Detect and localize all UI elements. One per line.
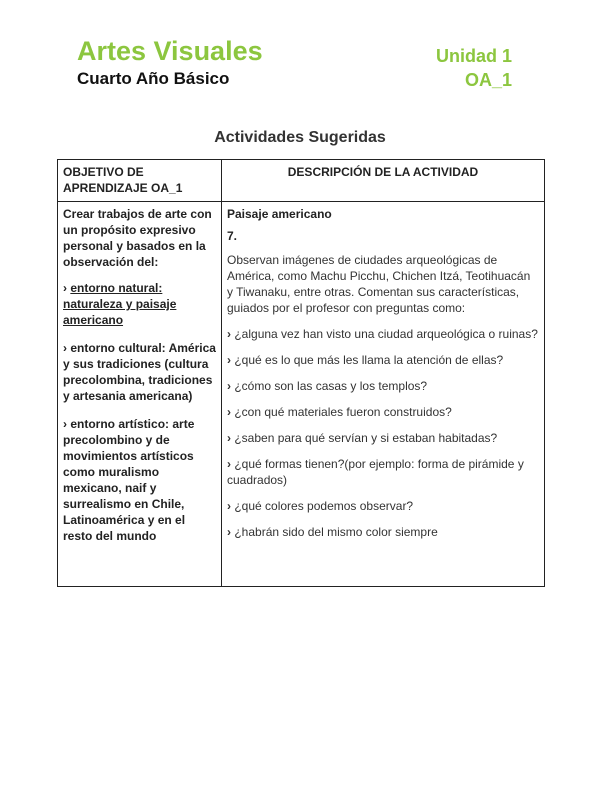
objective-marker: › <box>63 341 71 355</box>
question-text: ¿habrán sido del mismo color siempre <box>234 525 438 539</box>
question-text: ¿alguna vez han visto una ciudad arqueológica o ruinas? <box>234 327 538 341</box>
objective-intro: Crear trabajos de arte con un propósito expresivo personal y basados en la observación del: <box>63 207 212 269</box>
question-text: ¿cómo son las casas y los templos? <box>234 379 428 393</box>
objective-column-header: OBJETIVO DE APRENDIZAJE OA_1 <box>58 160 222 202</box>
list-item <box>227 404 539 420</box>
question-list <box>227 326 539 540</box>
objective-item-natural <box>63 280 216 328</box>
bullet-marker: › <box>227 499 231 513</box>
list-item <box>227 456 539 488</box>
section-title: Actividades Sugeridas <box>214 129 386 146</box>
subject-title: Artes Visuales <box>77 36 263 66</box>
bullet-marker: › <box>227 525 231 539</box>
bullet-marker: › <box>227 457 231 471</box>
activity-number: 7. <box>227 229 238 243</box>
question-text: ¿qué colores podemos observar? <box>234 499 414 513</box>
table-header-row <box>58 160 545 202</box>
bullet-marker: › <box>227 431 231 445</box>
document-header <box>0 0 600 110</box>
oa-code-label: OA_1 <box>464 70 512 90</box>
list-item <box>227 430 539 446</box>
description-cell <box>222 202 545 587</box>
activity-title: Paisaje americano <box>227 207 332 221</box>
bullet-marker: › <box>227 327 231 341</box>
list-item <box>227 326 539 342</box>
list-item <box>227 524 539 540</box>
list-item <box>227 352 539 368</box>
question-text: ¿con qué materiales fueron construidos? <box>234 405 452 419</box>
objective-item-cultural <box>63 340 216 404</box>
table-body-row <box>58 202 545 587</box>
bullet-marker: › <box>227 405 231 419</box>
unit-label: Unidad 1 <box>435 46 512 66</box>
activity-description: Observan imágenes de ciudades arqueológicas de América, como Machu Picchu, Chichen Itzá, Teotihuacán y Tiwanaku, entre otras. Comentan sus características, guiados por el profesor con preguntas como: <box>227 253 531 315</box>
objective-marker: › <box>63 417 71 431</box>
bullet-marker: › <box>227 353 231 367</box>
activities-table <box>57 159 545 587</box>
objective-item-text: entorno natural: naturaleza y paisaje americano <box>63 281 177 327</box>
description-column-header: DESCRIPCIÓN DE LA ACTIVIDAD <box>222 160 545 202</box>
grade-subtitle: Cuarto Año Básico <box>77 69 230 88</box>
objective-item-text: entorno cultural: América y sus tradiciones (cultura precolombina, tradiciones y artesania americana) <box>63 341 216 403</box>
objective-item-text: entorno artístico: arte precolombino y de movimientos artísticos como muralismo mexicano, naif y surrealismo en Chile, Latinoamérica y en el resto del mundo <box>63 417 195 543</box>
bullet-marker: › <box>227 379 231 393</box>
list-item <box>227 378 539 394</box>
question-text: ¿qué formas tienen?(por ejemplo: forma de pirámide y cuadrados) <box>227 457 524 487</box>
objective-marker: › <box>63 281 71 295</box>
question-text: ¿qué es lo que más les llama la atención de ellas? <box>234 353 504 367</box>
list-item <box>227 498 539 514</box>
question-text: ¿saben para qué servían y si estaban habitadas? <box>234 431 498 445</box>
objective-cell <box>58 202 222 587</box>
objective-item-artistic <box>63 416 216 544</box>
